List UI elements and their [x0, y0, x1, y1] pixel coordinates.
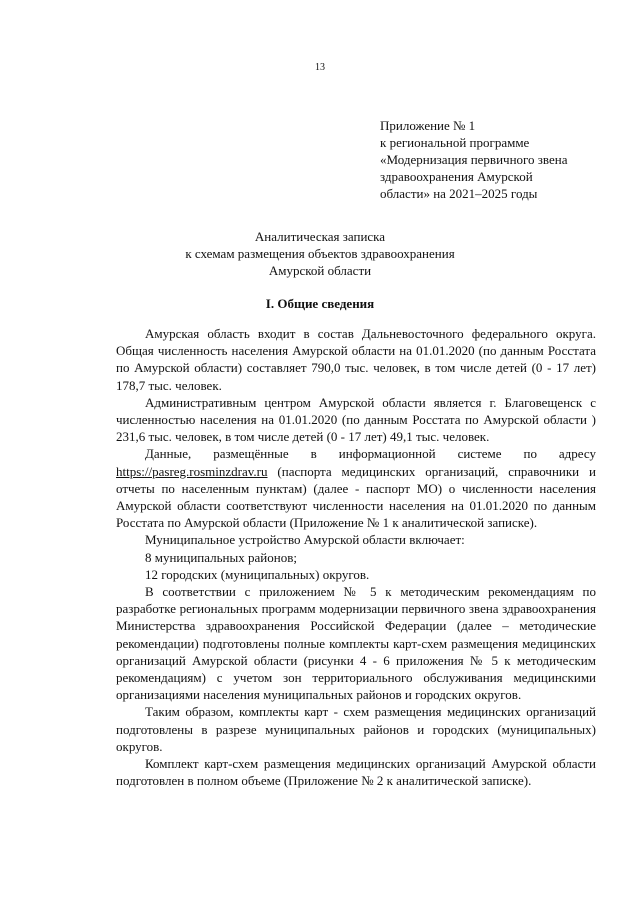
- pasreg-link[interactable]: https://pasreg.rosminzdrav.ru: [116, 463, 268, 479]
- document-title: [0, 228, 640, 279]
- paragraph: Административным центром Амурской области является г. Благовещенск с численностью населения на 01.01.2020 (по данным Росстата по Амурской области ) 231,6 тыс. человек, в том числе детей (0 - 17 лет) 49,1 тыс. человек.: [116, 394, 596, 445]
- appendix-line: Приложение № 1: [380, 118, 476, 133]
- paragraph: [116, 445, 596, 531]
- appendix-line: к региональной программе: [380, 135, 530, 150]
- appendix-line: «Модернизация первичного звена: [380, 152, 568, 167]
- paragraph: Муниципальное устройство Амурской области включает:: [145, 532, 465, 548]
- document-body: [116, 325, 596, 789]
- paragraph: В соответствии с приложением № 5 к методическим рекомендациям по разработке региональных программ модернизации первичного звена здравоохранения Министерства здравоохранения Российской Федерации (далее – методические рекомендации) подготовлены полные комплекты карт-схем размещения медицинских организаций Амурской области (рисунки 4 - 6 приложения № 5 к методическим рекомендациям) с учетом зон территориального обслуживания медицинскими организациями населения муниципальных районов и городских округов.: [116, 584, 596, 703]
- title-line: Аналитическая записка: [254, 229, 386, 244]
- paragraph: Комплект карт-схем размещения медицинских организаций Амурской области подготовлен в полном объеме (Приложение № 2 к аналитической записке).: [116, 756, 596, 789]
- paragraph-text: (паспорта медицинских организаций, справочники и отчеты по населенным пунктам) (далее - паспорт МО) о численности населения Амурской области соответствуют численности населения на 01.01.2020 по данным Росстата по Амурской области (Приложение № 1 к аналитической записке).: [116, 463, 596, 531]
- list-item: 8 муниципальных районов;: [145, 549, 297, 565]
- list-item: 12 городских (муниципальных) округов.: [145, 566, 370, 582]
- appendix-line: области» на 2021–2025 годы: [380, 186, 538, 201]
- title-line: к схемам размещения объектов здравоохранения: [185, 246, 455, 261]
- paragraph-text: Данные, размещённые в информационной системе по адресу: [145, 446, 596, 462]
- appendix-reference: [380, 117, 620, 202]
- paragraph: Таким образом, комплекты карт - схем размещения медицинских организаций подготовлены в разрезе муниципальных районов и городских (муниципальных) округов.: [116, 704, 596, 754]
- paragraph: Амурская область входит в состав Дальневосточного федерального округа. Общая численность населения Амурской области на 01.01.2020 (по данным Росстата по Амурской области) составляет 790,0 тыс. человек, в том числе детей (0 - 17 лет) 178,7 тыс. человек.: [116, 326, 596, 393]
- title-line: Амурской области: [268, 263, 372, 278]
- section-heading: I. Общие сведения: [265, 296, 375, 311]
- page-number: 13: [315, 62, 325, 73]
- appendix-line: здравоохранения Амурской: [380, 169, 533, 184]
